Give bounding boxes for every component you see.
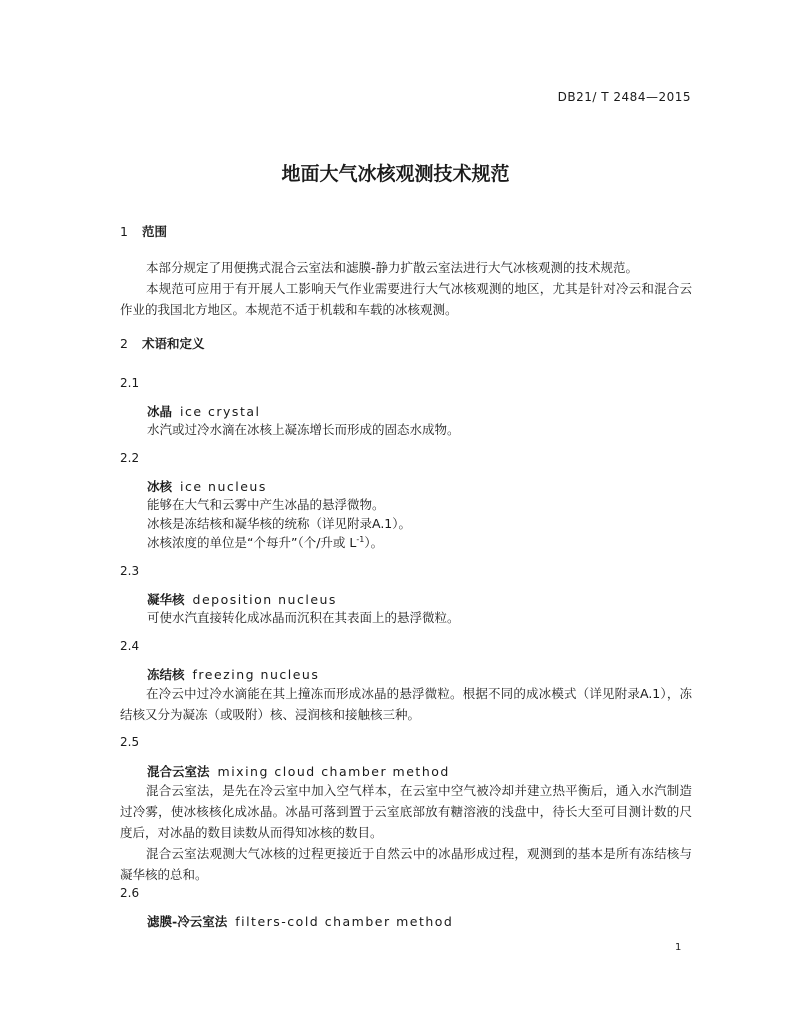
scope-paragraph-1: 本部分规定了用便携式混合云室法和滤膜-静力扩散云室法进行大气冰核观测的技术规范。 bbox=[146, 260, 639, 275]
document-number: DB21/ T 2484—2015 bbox=[557, 90, 691, 104]
term-zh: 冰核 bbox=[147, 479, 173, 494]
term-definition: 混合云室法，是先在冷云室中加入空气样本，在云室中空气被冷却并建立热平衡后，通入水汽制造过冷雾，使冰核核化成冰晶。冰晶可落到置于云室底部放有糖溶液的浅盘中，待长大至可目测计数的尺度后，对冰晶的数目读数从而得知冰核的数目。 bbox=[120, 783, 692, 840]
clause-number: 2.3 bbox=[120, 564, 140, 578]
clause-number: 2.1 bbox=[120, 376, 140, 390]
term-en: mixing cloud chamber method bbox=[217, 764, 450, 779]
page-title: 地面大气冰核观测技术规范 bbox=[281, 163, 510, 185]
term-heading bbox=[147, 912, 453, 930]
term-en: freezing nucleus bbox=[192, 667, 320, 682]
definition-text: 冰核浓度的单位是“个每升”（个/升或 L bbox=[147, 535, 357, 550]
term-definition: 能够在大气和云雾中产生冰晶的悬浮微物。 bbox=[147, 497, 385, 512]
section-number: 1 bbox=[120, 224, 128, 239]
term-zh: 凝华核 bbox=[147, 592, 185, 607]
term-heading bbox=[147, 402, 260, 420]
term-heading bbox=[147, 762, 450, 780]
section-heading-terms bbox=[120, 334, 205, 352]
clause-number: 2.5 bbox=[120, 735, 140, 749]
term-definition bbox=[147, 533, 383, 551]
term-definition: 混合云室法观测大气冰核的过程更接近于自然云中的冰晶形成过程，观测到的基本是所有冻结核与凝华核的总和。 bbox=[120, 846, 692, 882]
term-definition: 水汽或过冷水滴在冰核上凝冻增长而形成的固态水成物。 bbox=[147, 422, 460, 437]
term-zh: 滤膜-冷云室法 bbox=[147, 914, 228, 929]
section-title: 范围 bbox=[142, 224, 168, 239]
term-en: deposition nucleus bbox=[192, 592, 337, 607]
definition-text: ）。 bbox=[364, 535, 384, 550]
unit-superscript: -1 bbox=[356, 534, 365, 544]
term-zh: 混合云室法 bbox=[147, 764, 210, 779]
term-definition: 在冷云中过冷水滴能在其上撞冻而形成冰晶的悬浮微粒。根据不同的成冰模式（详见附录A.1），冻结核又分为凝冻（或吸附）核、浸润核和接触核三种。 bbox=[120, 686, 692, 722]
term-zh: 冰晶 bbox=[147, 404, 173, 419]
section-heading-scope bbox=[120, 222, 167, 240]
clause-number: 2.6 bbox=[120, 886, 140, 900]
term-heading bbox=[147, 477, 267, 495]
term-definition: 可使水汽直接转化成冰晶而沉积在其表面上的悬浮微粒。 bbox=[147, 610, 460, 625]
page-number: 1 bbox=[675, 942, 682, 953]
term-en: filters-cold chamber method bbox=[235, 914, 454, 929]
term-heading bbox=[147, 590, 337, 608]
scope-paragraph-2: 本规范可应用于有开展人工影响天气作业需要进行大气冰核观测的地区，尤其是针对冷云和混合云作业的我国北方地区。本规范不适于机载和车载的冰核观测。 bbox=[120, 281, 692, 317]
term-zh: 冻结核 bbox=[147, 667, 185, 682]
section-number: 2 bbox=[120, 336, 128, 351]
term-definition: 冰核是冻结核和凝华核的统称（详见附录A.1）。 bbox=[147, 516, 412, 531]
term-heading bbox=[147, 665, 319, 683]
clause-number: 2.4 bbox=[120, 639, 140, 653]
clause-number: 2.2 bbox=[120, 451, 140, 465]
section-title: 术语和定义 bbox=[142, 336, 205, 351]
term-en: ice nucleus bbox=[180, 479, 267, 494]
term-en: ice crystal bbox=[180, 404, 261, 419]
